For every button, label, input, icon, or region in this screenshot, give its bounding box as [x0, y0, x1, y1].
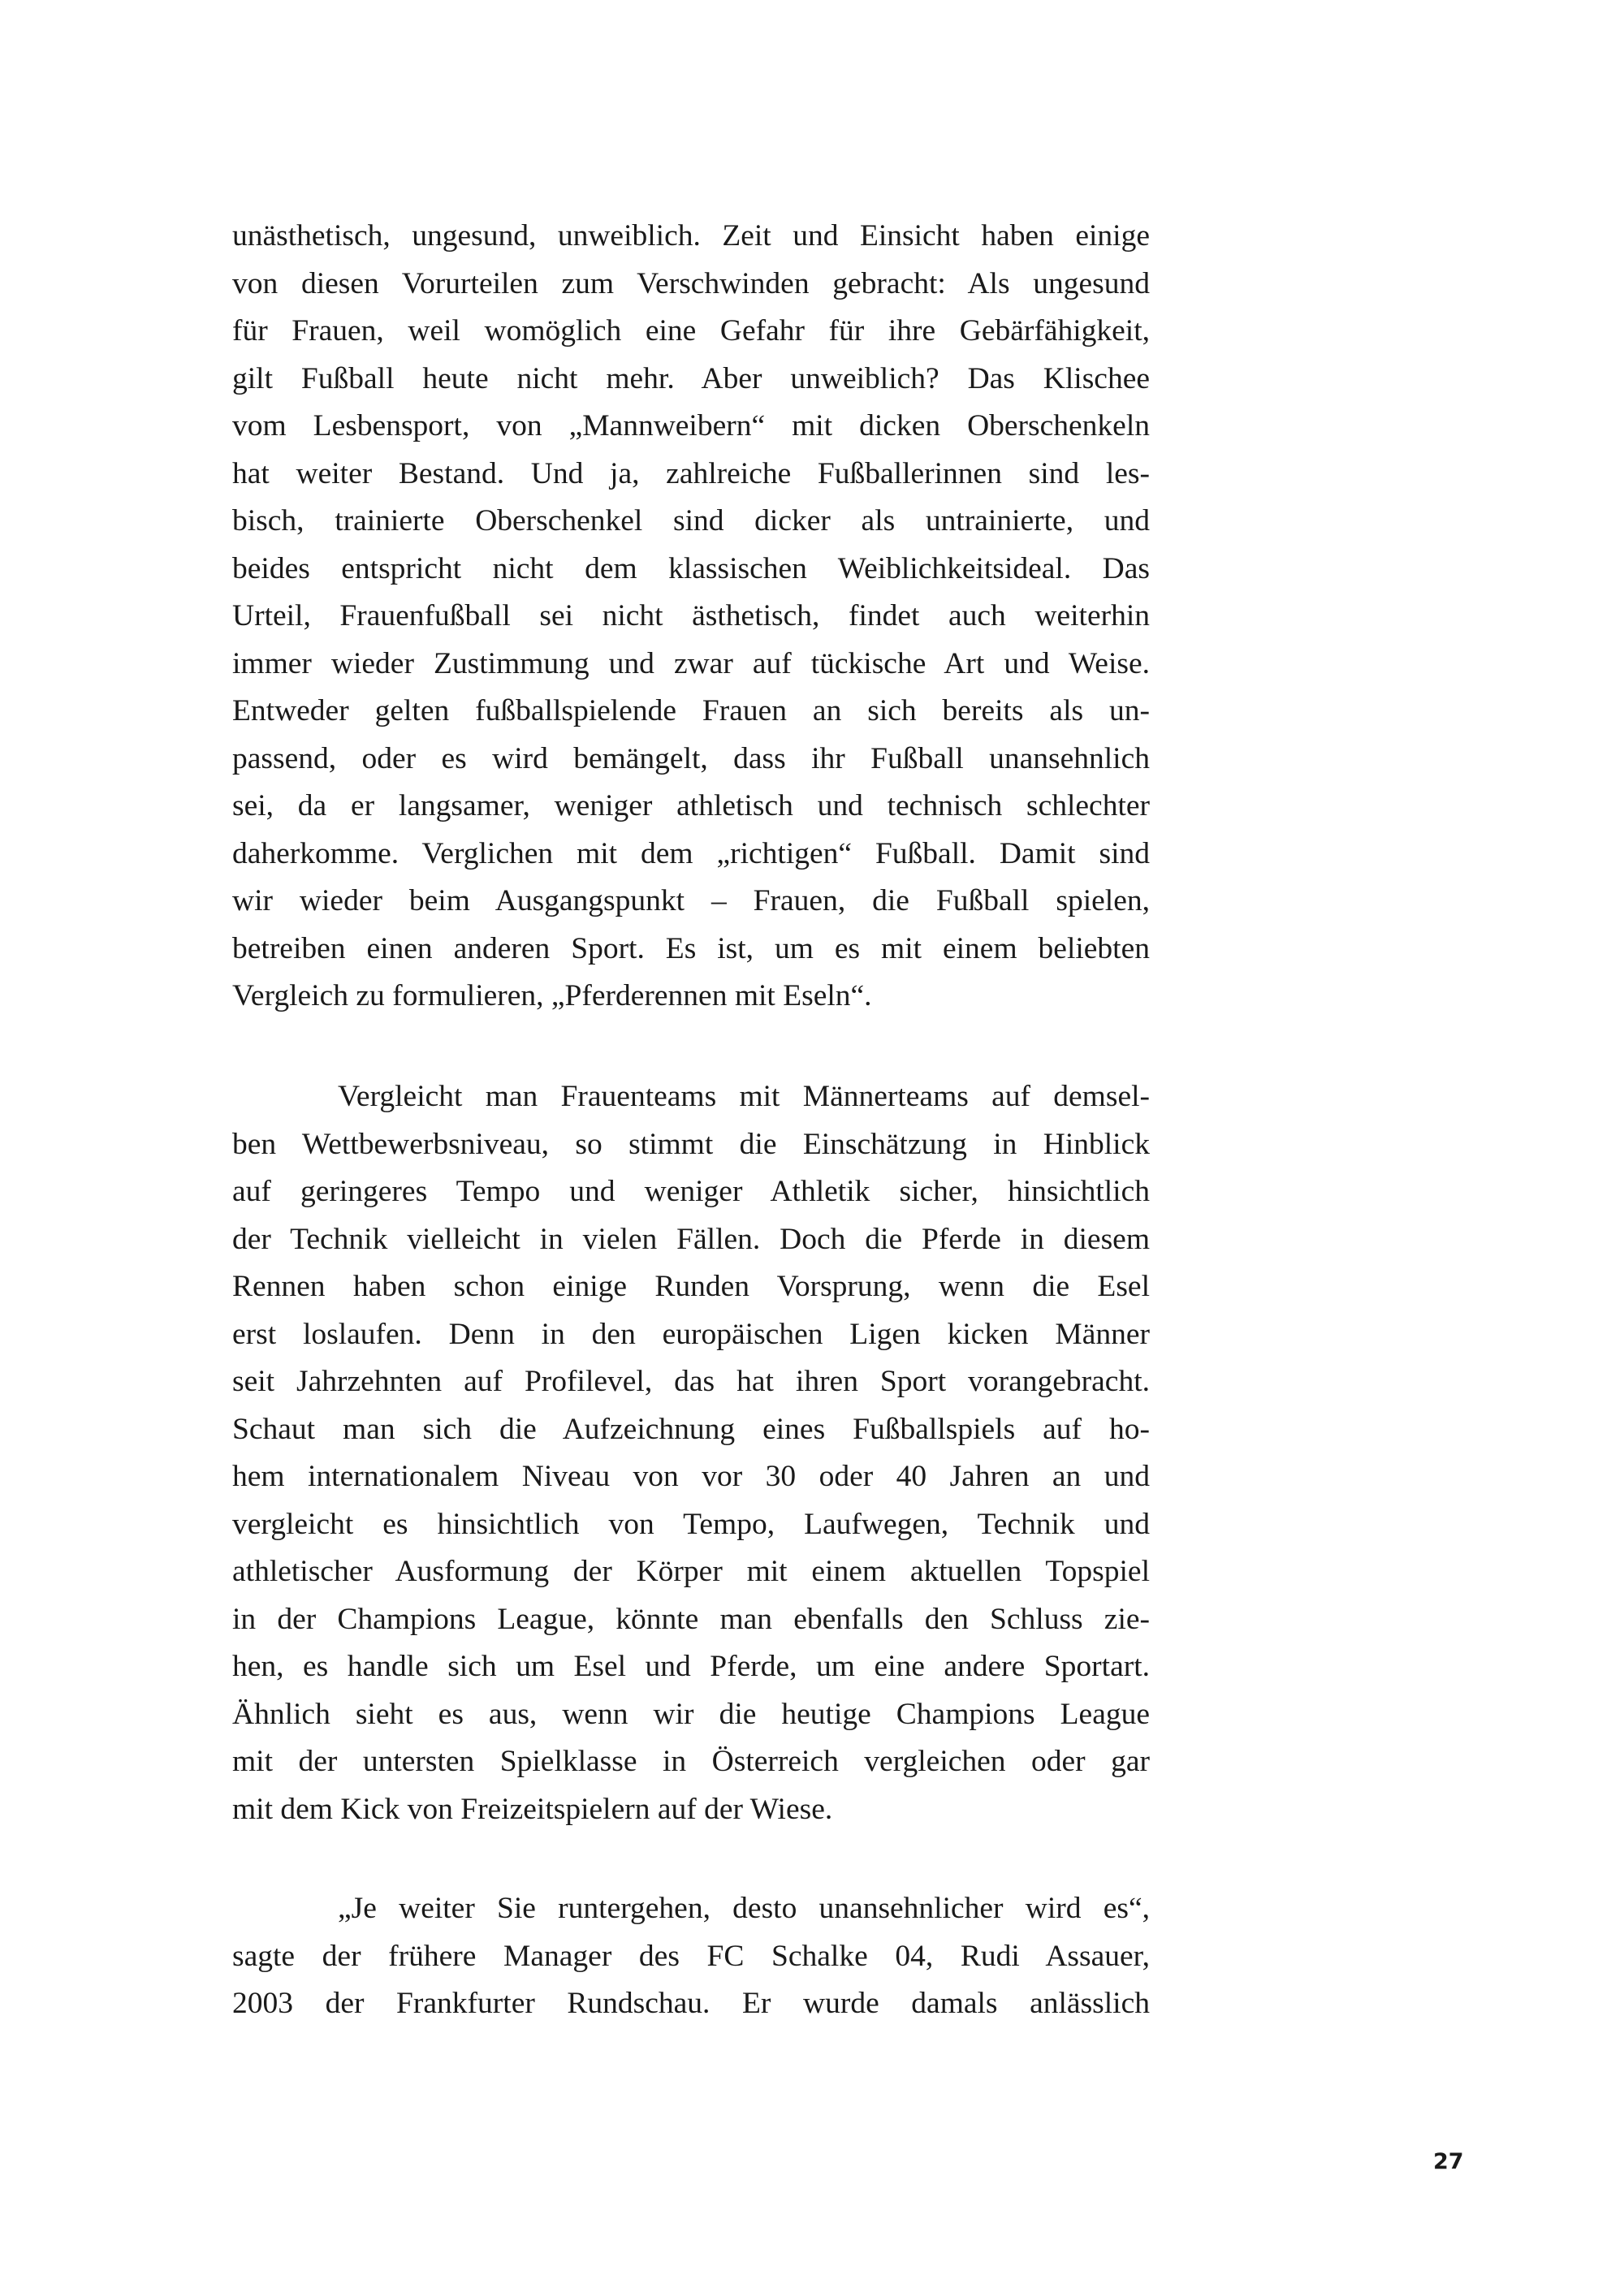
text-line: seit Jahrzehnten auf Profilevel, das hat ihren Sport vorangebracht.: [232, 1365, 1150, 1398]
text-line: Rennen haben schon einige Runden Vorsprung, wenn die Esel: [232, 1270, 1150, 1303]
text-line: daherkomme. Verglichen mit dem „richtigen“ Fußball. Damit sind: [232, 836, 1150, 870]
text-line: hem internationalem Niveau von vor 30 oder 40 Jahren an und: [232, 1460, 1150, 1493]
text-line: vom Lesbensport, von „Mannweibern“ mit dicken Oberschenkeln: [232, 409, 1150, 442]
text-line: in der Champions League, könnte man ebenfalls den Schluss zie-: [232, 1602, 1150, 1636]
text-line: „Je weiter Sie runtergehen, desto unansehnlicher wird es“,: [338, 1892, 1150, 1925]
text-line: Schaut man sich die Aufzeichnung eines Fußballspiels auf ho-: [232, 1412, 1150, 1446]
text-line: mit dem Kick von Freizeitspielern auf der Wiese.: [232, 1792, 833, 1826]
paragraph-1: [232, 213, 1150, 1021]
text-line: ben Wettbewerbsniveau, so stimmt die Einschätzung in Hinblick: [232, 1127, 1150, 1161]
text-line: Ähnlich sieht es aus, wenn wir die heutige Champions League: [232, 1697, 1150, 1731]
text-line: für Frauen, weil womöglich eine Gefahr für ihre Gebärfähigkeit,: [232, 314, 1150, 347]
text-line: Vergleicht man Frauenteams mit Männerteams auf demsel-: [338, 1080, 1150, 1113]
text-line: gilt Fußball heute nicht mehr. Aber unweiblich? Das Klischee: [232, 361, 1150, 395]
text-line: beides entspricht nicht dem klassischen Weiblichkeitsideal. Das: [232, 551, 1150, 585]
text-line: mit der untersten Spielklasse in Österreich vergleichen oder gar: [232, 1745, 1150, 1778]
text-line: hat weiter Bestand. Und ja, zahlreiche Fußballerinnen sind les-: [232, 456, 1150, 490]
text-line: 2003 der Frankfurter Rundschau. Er wurde damals anlässlich: [232, 1987, 1150, 2020]
text-line: immer wieder Zustimmung und zwar auf tückische Art und Weise.: [232, 646, 1150, 680]
text-line: von diesen Vorurteilen zum Verschwinden gebracht: Als ungesund: [232, 266, 1150, 300]
text-line: passend, oder es wird bemängelt, dass ihr Fußball unansehnlich: [232, 741, 1150, 775]
text-line: betreiben einen anderen Sport. Es ist, um es mit einem beliebten: [232, 931, 1150, 965]
text-line: wir wieder beim Ausgangspunkt – Frauen, die Fußball spielen,: [232, 884, 1150, 917]
page-number: 27: [1433, 2149, 1464, 2174]
text-line: auf geringeres Tempo und weniger Athletik sicher, hinsichtlich: [232, 1175, 1150, 1208]
paragraph-3: [232, 1885, 1150, 2028]
text-line: hen, es handle sich um Esel und Pferde, um eine andere Sportart.: [232, 1650, 1150, 1683]
text-line: athletischer Ausformung der Körper mit einem aktuellen Topspiel: [232, 1555, 1150, 1588]
text-line: sagte der frühere Manager des FC Schalke 04, Rudi Assauer,: [232, 1939, 1150, 1973]
text-line: der Technik vielleicht in vielen Fällen. Doch die Pferde in diesem: [232, 1222, 1150, 1256]
text-line: sei, da er langsamer, weniger athletisch und technisch schlechter: [232, 789, 1150, 822]
text-line: Urteil, Frauenfußball sei nicht ästhetisch, findet auch weiterhin: [232, 599, 1150, 632]
text-line: erst loslaufen. Denn in den europäischen Ligen kicken Männer: [232, 1317, 1150, 1351]
text-line: Entweder gelten fußballspielende Frauen an sich bereits als un-: [232, 694, 1150, 727]
text-line: unästhetisch, ungesund, unweiblich. Zeit und Einsicht haben einige: [232, 219, 1150, 253]
text-line: Vergleich zu formulieren, „Pferderennen mit Eseln“.: [232, 979, 872, 1012]
text-line: bisch, trainierte Oberschenkel sind dicker als untrainierte, und: [232, 504, 1150, 537]
text-line: vergleicht es hinsichtlich von Tempo, Laufwegen, Technik und: [232, 1507, 1150, 1541]
paragraph-2: [232, 1073, 1150, 1833]
